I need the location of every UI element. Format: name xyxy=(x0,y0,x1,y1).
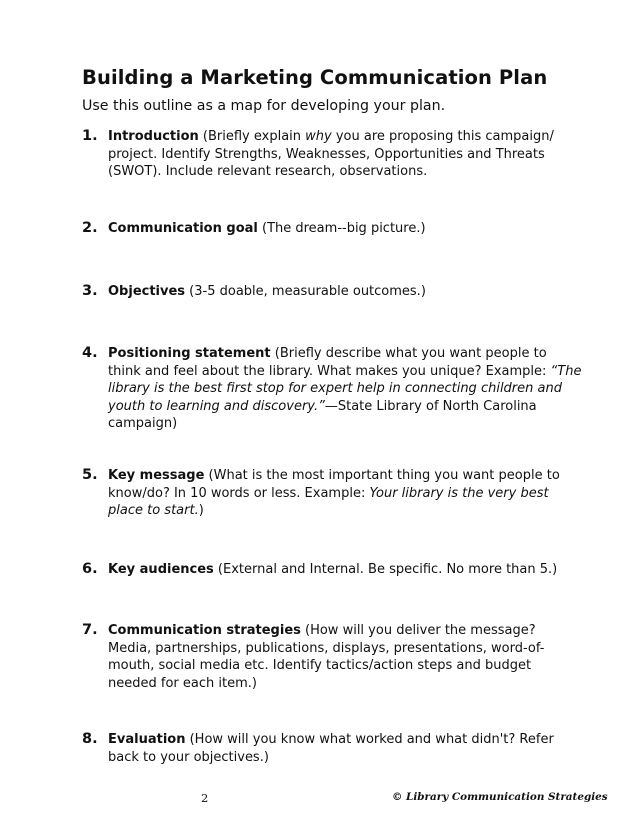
section-text: (Briefly describe what you want people to think and feel about the library. What makes you unique? Example: xyxy=(108,346,551,379)
section-number: 1. xyxy=(82,128,98,144)
section-positioning-statement xyxy=(82,345,582,433)
section-number: 8. xyxy=(82,731,98,747)
section-text: —State Library of North Carolina campaign) xyxy=(108,398,537,432)
section-objectives xyxy=(82,283,582,301)
section-key-message xyxy=(82,467,582,520)
section-number: 3. xyxy=(82,283,98,299)
section-heading: Communication goal xyxy=(108,221,258,236)
section-text: you are proposing this campaign/ project. Identify Strengths, Weaknesses, Opportunities and Threats (SWOT). Include relevant research, observations. xyxy=(108,129,554,180)
section-heading: Introduction xyxy=(108,129,199,144)
page-subtitle: Use this outline as a map for developing your plan. xyxy=(82,98,446,114)
section-heading: Key message xyxy=(108,468,205,483)
section-text: (How will you deliver the message? Media, partnerships, publications, displays, presentations, word-of-mouth, social media etc. Identify tactics/action steps and budget needed for each item.) xyxy=(108,623,545,691)
section-text: (The dream--big picture.) xyxy=(257,221,426,236)
section-text-italic: “The library is the best first stop for expert help in connecting children and youth to learning and discovery.” xyxy=(108,363,582,414)
section-text: ) xyxy=(198,503,204,519)
section-number: 5. xyxy=(82,467,98,483)
section-heading: Objectives xyxy=(108,284,186,299)
section-heading: Evaluation xyxy=(108,732,186,747)
section-text: (How will you know what worked and what didn't? Refer back to your objectives.) xyxy=(108,732,554,765)
page-title: Building a Marketing Communication Plan xyxy=(82,66,548,89)
section-heading: Key audiences xyxy=(108,562,214,577)
section-heading: Communication strategies xyxy=(108,623,301,638)
section-text: (What is the most important thing you want people to know/do? In 10 words or less. Example: xyxy=(108,468,560,501)
section-text: (Briefly explain xyxy=(198,129,306,144)
section-number: 6. xyxy=(82,561,98,577)
section-text-italic: Your library is the very best place to start. xyxy=(108,485,549,519)
copyright-notice: © Library Communication Strategies xyxy=(392,791,608,803)
section-number: 2. xyxy=(82,220,98,236)
page-number: 2 xyxy=(201,791,209,805)
section-communication-strategies xyxy=(82,622,582,692)
section-heading: Positioning statement xyxy=(108,346,271,361)
section-communication-goal xyxy=(82,220,582,238)
section-text-italic: why xyxy=(305,129,332,144)
section-text: (External and Internal. Be specific. No more than 5.) xyxy=(213,562,558,577)
section-number: 4. xyxy=(82,345,98,361)
section-introduction xyxy=(82,128,582,181)
section-evaluation xyxy=(82,731,582,766)
section-text: (3-5 doable, measurable outcomes.) xyxy=(185,284,426,299)
section-key-audiences xyxy=(82,561,582,579)
section-number: 7. xyxy=(82,622,98,638)
